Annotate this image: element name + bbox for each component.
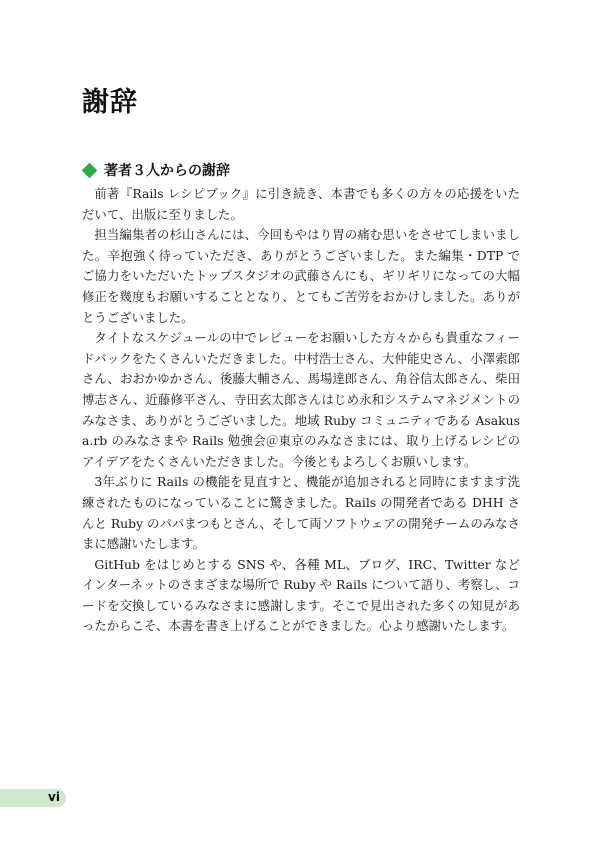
paragraph-4: 3年ぶりに Rails の機能を見直すと、機能が追加されると同時にますます洗練されたものになっていることに驚きました。Rails の開発者である DHH さんと Ruby のパパまつもとさん、そして両ソフトウェアの開発チームのみなさまに感謝いたします。	[82, 474, 520, 552]
paragraph-5: GitHub をはじめとする SNS や、各種 ML、ブログ、IRC、Twitter などインターネットのさまざまな場所で Ruby や Rails について語り、考察し、コードを交換しているみなさまに感謝します。そこで見出された多くの知見があったからこそ、本書を書き上げることができました。心より感謝いたします。	[82, 556, 520, 634]
diamond-icon	[82, 162, 98, 178]
body-text	[82, 184, 520, 637]
paragraph-1: 前著『Rails レシピブック』に引き続き、本書でも多くの方々の応援をいただいて、出版に至りました。	[82, 186, 520, 222]
page-number-tab	[0, 789, 66, 807]
section-heading-text: 著者３人からの謝辞	[104, 163, 230, 179]
paragraph-2: 担当編集者の杉山さんには、今回もやはり胃の痛む思いをさせてしまいました。辛抱強く待っていただき、ありがとうございました。また編集・DTP でご協力をいただいたトップスタジオの武藤さんにも、ギリギリになっての大幅修正を幾度もお願いすることとなり、とてもご苦労をおかけしました。ありがとうございました。	[82, 227, 520, 325]
page-title: 謝辞	[82, 87, 138, 118]
section-heading	[82, 160, 230, 180]
page-number: vi	[48, 790, 60, 804]
paragraph-3: タイトなスケジュールの中でレビューをお願いした方々からも貴重なフィードバックをたくさんいただきました。中村浩士さん、大仲能史さん、小澤索郎さん、おおかゆかさん、後藤大輔さん、馬場達郎さん、角谷信太郎さん、柴田博志さん、近藤修平さん、寺田玄太郎さんはじめ永和システムマネジメントのみなさま、ありがとうございました。地域 Ruby コミュニティである Asakusa.rb のみなさまや Rails 勉強会＠東京のみなさまには、取り上げるレシピのアイデアをたくさんいただきました。今後ともよろしくお願いします。	[82, 330, 520, 469]
